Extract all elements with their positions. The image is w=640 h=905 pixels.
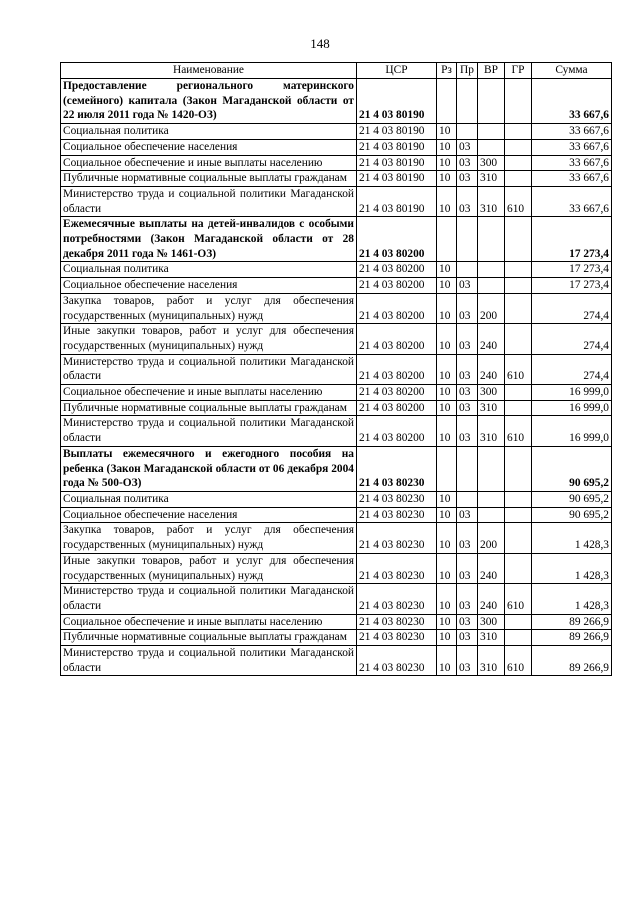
table-row (61, 491, 612, 507)
cell-vr: 240 (478, 553, 505, 583)
cell-pr: 03 (457, 171, 478, 187)
cell-pr: 03 (457, 278, 478, 294)
cell-rz: 10 (437, 584, 457, 614)
cell-vr: 310 (478, 186, 505, 216)
table-row (61, 507, 612, 523)
cell-csr: 21 4 03 80190 (357, 186, 437, 216)
cell-sum: 90 695,2 (532, 491, 612, 507)
cell-gr (505, 446, 532, 491)
cell-gr (505, 124, 532, 140)
column-header-sum: Сумма (532, 63, 612, 79)
cell-vr: 310 (478, 171, 505, 187)
cell-rz: 10 (437, 491, 457, 507)
cell-sum: 89 266,9 (532, 630, 612, 646)
cell-gr (505, 155, 532, 171)
cell-name: Министерство труда и социальной политики Магаданской области (61, 354, 357, 384)
table-row (61, 124, 612, 140)
cell-name: Министерство труда и социальной политики Магаданской области (61, 584, 357, 614)
cell-csr: 21 4 03 80190 (357, 139, 437, 155)
cell-pr: 03 (457, 400, 478, 416)
cell-vr (478, 217, 505, 262)
cell-vr: 310 (478, 400, 505, 416)
table-row (61, 400, 612, 416)
cell-name: Социальное обеспечение населения (61, 278, 357, 294)
cell-csr: 21 4 03 80190 (357, 124, 437, 140)
cell-csr: 21 4 03 80200 (357, 400, 437, 416)
cell-gr (505, 507, 532, 523)
cell-rz: 10 (437, 155, 457, 171)
cell-name: Социальное обеспечение и иные выплаты населению (61, 385, 357, 401)
cell-name: Социальное обеспечение населения (61, 139, 357, 155)
column-header-name: Наименование (61, 63, 357, 79)
cell-sum: 33 667,6 (532, 139, 612, 155)
cell-name: Социальное обеспечение населения (61, 507, 357, 523)
cell-csr: 21 4 03 80200 (357, 354, 437, 384)
cell-pr: 03 (457, 553, 478, 583)
cell-name: Публичные нормативные социальные выплаты гражданам (61, 171, 357, 187)
cell-gr (505, 553, 532, 583)
cell-csr: 21 4 03 80230 (357, 553, 437, 583)
cell-gr (505, 385, 532, 401)
cell-csr: 21 4 03 80200 (357, 416, 437, 446)
cell-csr: 21 4 03 80230 (357, 646, 437, 676)
cell-pr (457, 262, 478, 278)
cell-sum: 90 695,2 (532, 446, 612, 491)
budget-table (60, 62, 612, 676)
cell-name: Социальная политика (61, 124, 357, 140)
cell-rz: 10 (437, 278, 457, 294)
cell-csr: 21 4 03 80230 (357, 523, 437, 553)
table-row (61, 217, 612, 262)
table-row (61, 584, 612, 614)
column-header-pr: Пр (457, 63, 478, 79)
cell-rz: 10 (437, 385, 457, 401)
cell-gr: 610 (505, 354, 532, 384)
cell-gr (505, 523, 532, 553)
cell-csr: 21 4 03 80190 (357, 79, 437, 124)
cell-gr (505, 324, 532, 354)
table-row (61, 324, 612, 354)
cell-vr (478, 124, 505, 140)
cell-gr: 610 (505, 584, 532, 614)
table-body (61, 79, 612, 676)
cell-gr (505, 614, 532, 630)
cell-csr: 21 4 03 80200 (357, 324, 437, 354)
cell-sum: 89 266,9 (532, 614, 612, 630)
table-row (61, 523, 612, 553)
cell-csr: 21 4 03 80200 (357, 217, 437, 262)
cell-pr: 03 (457, 293, 478, 323)
cell-sum: 1 428,3 (532, 553, 612, 583)
cell-sum: 17 273,4 (532, 217, 612, 262)
cell-pr (457, 446, 478, 491)
cell-sum: 274,4 (532, 324, 612, 354)
cell-csr: 21 4 03 80230 (357, 491, 437, 507)
cell-gr (505, 79, 532, 124)
table-row (61, 630, 612, 646)
table-row (61, 416, 612, 446)
cell-vr (478, 278, 505, 294)
cell-sum: 90 695,2 (532, 507, 612, 523)
column-header-csr: ЦСР (357, 63, 437, 79)
cell-sum: 274,4 (532, 293, 612, 323)
cell-rz: 10 (437, 139, 457, 155)
table-row (61, 646, 612, 676)
cell-csr: 21 4 03 80230 (357, 614, 437, 630)
cell-rz: 10 (437, 124, 457, 140)
cell-sum: 16 999,0 (532, 385, 612, 401)
cell-csr: 21 4 03 80200 (357, 262, 437, 278)
cell-csr: 21 4 03 80190 (357, 155, 437, 171)
cell-rz: 10 (437, 293, 457, 323)
table-row (61, 139, 612, 155)
cell-name: Социальная политика (61, 262, 357, 278)
cell-name: Выплаты ежемесячного и ежегодного пособия на ребенка (Закон Магаданской области от 06 декабря 2004 года № 500-ОЗ) (61, 446, 357, 491)
cell-sum: 16 999,0 (532, 416, 612, 446)
cell-csr: 21 4 03 80200 (357, 385, 437, 401)
cell-gr (505, 400, 532, 416)
cell-csr: 21 4 03 80200 (357, 278, 437, 294)
table-row (61, 262, 612, 278)
cell-csr: 21 4 03 80230 (357, 507, 437, 523)
cell-gr (505, 139, 532, 155)
cell-vr: 200 (478, 293, 505, 323)
table-header-row (61, 63, 612, 79)
cell-rz: 10 (437, 171, 457, 187)
cell-name: Закупка товаров, работ и услуг для обеспечения государственных (муниципальных) нужд (61, 523, 357, 553)
cell-vr: 200 (478, 523, 505, 553)
cell-csr: 21 4 03 80200 (357, 293, 437, 323)
cell-pr: 03 (457, 385, 478, 401)
cell-csr: 21 4 03 80190 (357, 171, 437, 187)
cell-pr: 03 (457, 646, 478, 676)
table-row (61, 186, 612, 216)
cell-rz: 10 (437, 262, 457, 278)
cell-rz (437, 446, 457, 491)
table-row (61, 278, 612, 294)
cell-vr (478, 79, 505, 124)
table-row (61, 155, 612, 171)
column-header-vr: ВР (478, 63, 505, 79)
cell-rz: 10 (437, 614, 457, 630)
cell-csr: 21 4 03 80230 (357, 630, 437, 646)
cell-pr: 03 (457, 155, 478, 171)
cell-gr (505, 491, 532, 507)
cell-csr: 21 4 03 80230 (357, 584, 437, 614)
cell-name: Предоставление регионального материнского (семейного) капитала (Закон Магаданской области от 22 июля 2011 года № 1420-ОЗ) (61, 79, 357, 124)
cell-vr: 310 (478, 416, 505, 446)
cell-pr (457, 124, 478, 140)
cell-rz: 10 (437, 523, 457, 553)
cell-gr (505, 278, 532, 294)
cell-rz: 10 (437, 324, 457, 354)
cell-sum: 89 266,9 (532, 646, 612, 676)
cell-rz (437, 217, 457, 262)
table-row (61, 614, 612, 630)
cell-sum: 1 428,3 (532, 584, 612, 614)
cell-vr: 300 (478, 385, 505, 401)
cell-vr: 240 (478, 584, 505, 614)
cell-rz (437, 79, 457, 124)
cell-pr (457, 217, 478, 262)
table-row (61, 354, 612, 384)
cell-pr: 03 (457, 324, 478, 354)
cell-pr: 03 (457, 614, 478, 630)
cell-name: Социальная политика (61, 491, 357, 507)
cell-sum: 33 667,6 (532, 171, 612, 187)
cell-sum: 33 667,6 (532, 186, 612, 216)
cell-name: Ежемесячные выплаты на детей-инвалидов с особыми потребностями (Закон Магаданской области от 28 декабря 2011 года № 1461-ОЗ) (61, 217, 357, 262)
cell-gr (505, 630, 532, 646)
column-header-rz: Рз (437, 63, 457, 79)
cell-rz: 10 (437, 507, 457, 523)
cell-pr: 03 (457, 507, 478, 523)
cell-gr: 610 (505, 646, 532, 676)
cell-vr (478, 491, 505, 507)
cell-name: Министерство труда и социальной политики Магаданской области (61, 646, 357, 676)
cell-gr: 610 (505, 186, 532, 216)
cell-sum: 274,4 (532, 354, 612, 384)
cell-pr: 03 (457, 523, 478, 553)
cell-pr: 03 (457, 354, 478, 384)
cell-gr (505, 293, 532, 323)
cell-rz: 10 (437, 646, 457, 676)
cell-vr: 310 (478, 646, 505, 676)
table-row (61, 79, 612, 124)
cell-rz: 10 (437, 553, 457, 583)
cell-name: Социальное обеспечение и иные выплаты населению (61, 614, 357, 630)
cell-gr: 610 (505, 416, 532, 446)
cell-sum: 17 273,4 (532, 278, 612, 294)
cell-name: Публичные нормативные социальные выплаты гражданам (61, 400, 357, 416)
page-number: 148 (310, 36, 330, 51)
table-row (61, 293, 612, 323)
cell-name: Иные закупки товаров, работ и услуг для обеспечения государственных (муниципальных) нужд (61, 553, 357, 583)
cell-sum: 33 667,6 (532, 155, 612, 171)
cell-rz: 10 (437, 416, 457, 446)
cell-vr (478, 139, 505, 155)
cell-name: Социальное обеспечение и иные выплаты населению (61, 155, 357, 171)
table-row (61, 446, 612, 491)
cell-gr (505, 217, 532, 262)
cell-sum: 16 999,0 (532, 400, 612, 416)
cell-name: Министерство труда и социальной политики Магаданской области (61, 186, 357, 216)
cell-rz: 10 (437, 400, 457, 416)
cell-vr: 310 (478, 630, 505, 646)
column-header-gr: ГР (505, 63, 532, 79)
cell-vr (478, 507, 505, 523)
cell-sum: 17 273,4 (532, 262, 612, 278)
cell-gr (505, 171, 532, 187)
cell-name: Публичные нормативные социальные выплаты гражданам (61, 630, 357, 646)
cell-pr (457, 79, 478, 124)
cell-pr (457, 491, 478, 507)
cell-vr: 300 (478, 155, 505, 171)
cell-pr: 03 (457, 584, 478, 614)
cell-pr: 03 (457, 416, 478, 446)
cell-csr: 21 4 03 80230 (357, 446, 437, 491)
cell-pr: 03 (457, 186, 478, 216)
table-row (61, 553, 612, 583)
cell-rz: 10 (437, 354, 457, 384)
cell-sum: 33 667,6 (532, 79, 612, 124)
table-row (61, 171, 612, 187)
cell-vr: 240 (478, 354, 505, 384)
cell-pr: 03 (457, 630, 478, 646)
cell-pr: 03 (457, 139, 478, 155)
cell-gr (505, 262, 532, 278)
cell-name: Иные закупки товаров, работ и услуг для обеспечения государственных (муниципальных) нужд (61, 324, 357, 354)
cell-vr: 240 (478, 324, 505, 354)
cell-vr (478, 446, 505, 491)
table-row (61, 385, 612, 401)
cell-vr: 300 (478, 614, 505, 630)
cell-rz: 10 (437, 630, 457, 646)
cell-sum: 1 428,3 (532, 523, 612, 553)
cell-vr (478, 262, 505, 278)
cell-rz: 10 (437, 186, 457, 216)
cell-name: Закупка товаров, работ и услуг для обеспечения государственных (муниципальных) нужд (61, 293, 357, 323)
cell-sum: 33 667,6 (532, 124, 612, 140)
cell-name: Министерство труда и социальной политики Магаданской области (61, 416, 357, 446)
